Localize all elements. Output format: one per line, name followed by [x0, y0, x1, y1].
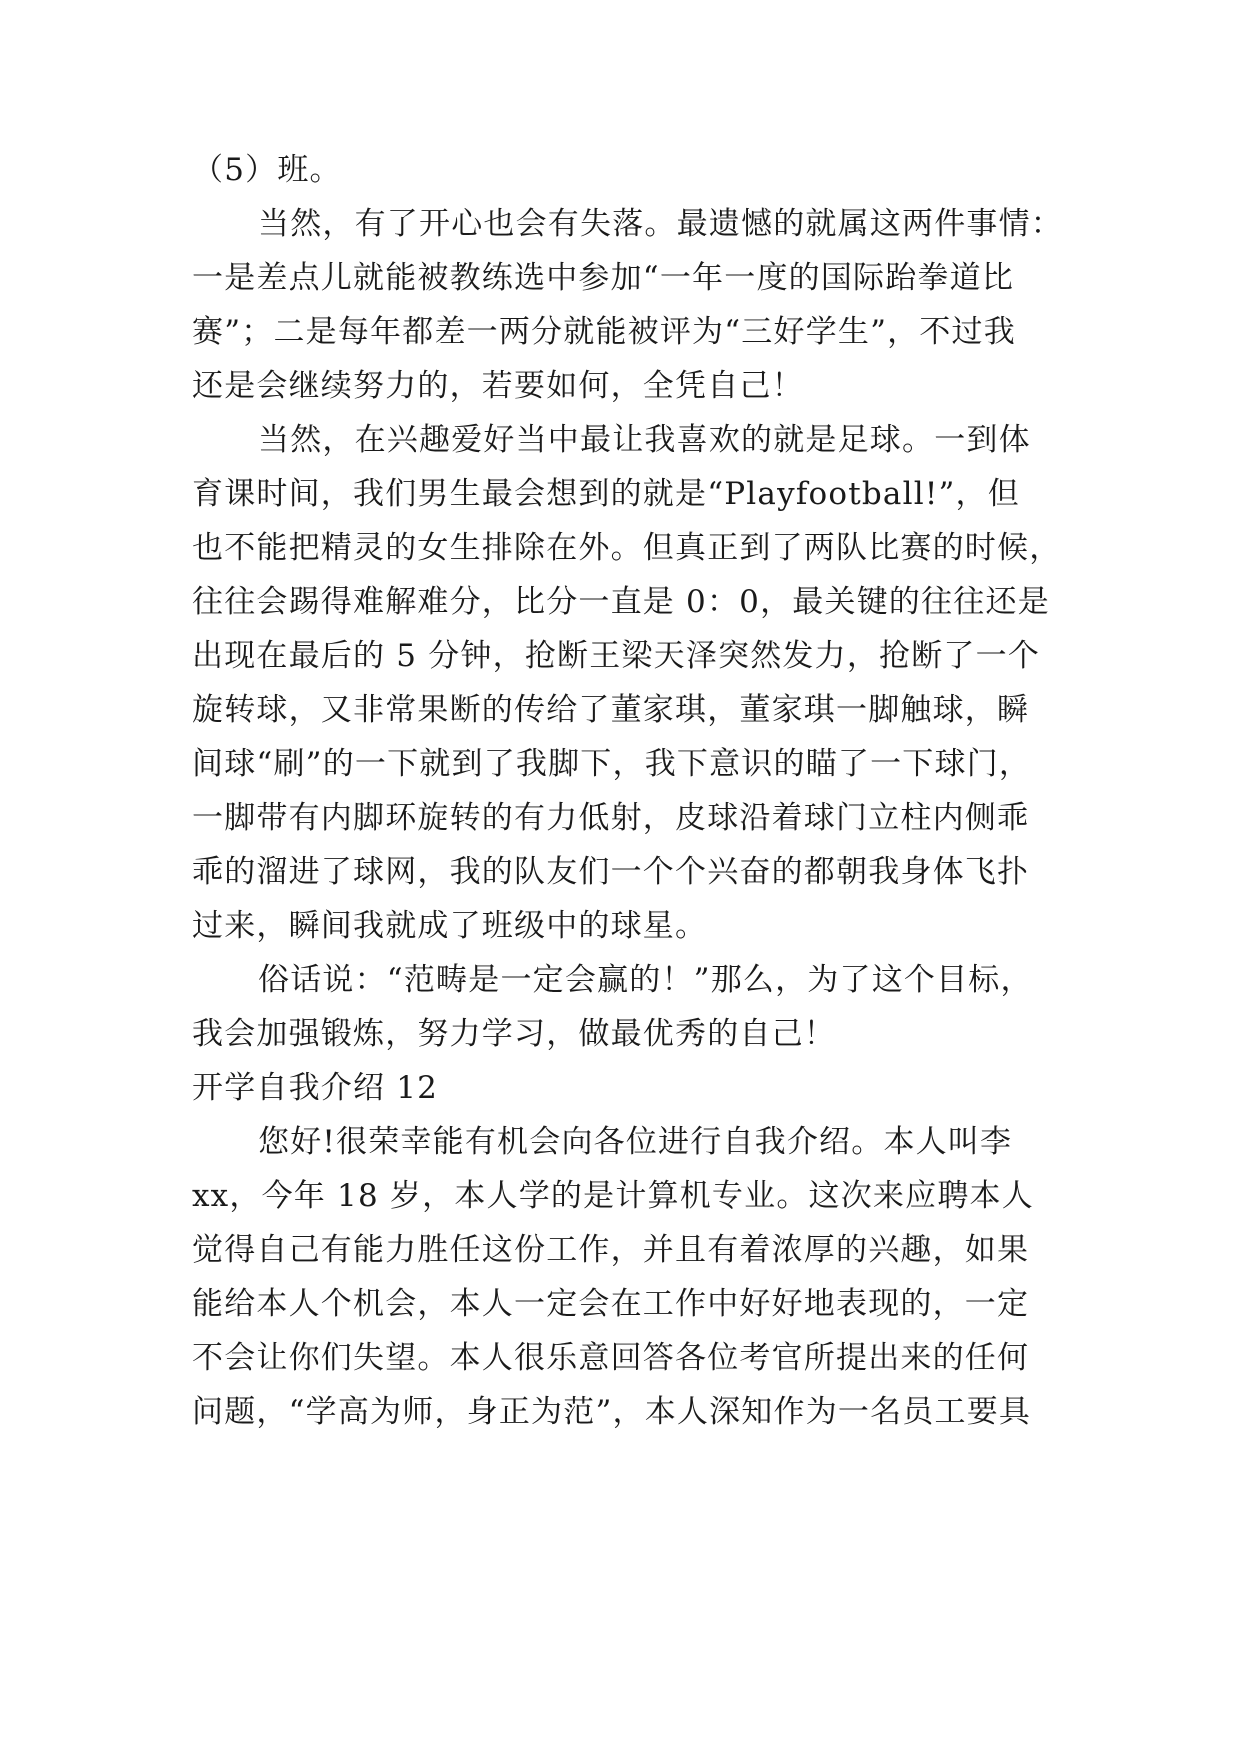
text-line: （5）班。	[192, 152, 342, 188]
paragraph-start: 您好!很荣幸能有机会向各位进行自我介绍。本人叫李	[258, 1124, 1013, 1160]
text-line: 过来，瞬间我就成了班级中的球星。	[192, 908, 708, 944]
text-line: xx，今年 18 岁，本人学的是计算机专业。这次来应聘本人	[192, 1178, 1034, 1214]
text-line: 不会让你们失望。本人很乐意回答各位考官所提出来的任何	[192, 1340, 1030, 1376]
paragraph-start: 当然，在兴趣爱好当中最让我喜欢的就是足球。一到体	[258, 422, 1031, 458]
text-line: 间球“刷”的一下就到了我脚下，我下意识的瞄了一下球门，	[192, 746, 1032, 782]
text-line: 乖的溜进了球网，我的队友们一个个兴奋的都朝我身体飞扑	[192, 854, 1030, 890]
text-line: 旋转球，又非常果断的传给了董家琪，董家琪一脚触球，瞬	[192, 692, 1030, 728]
paragraph-start: 当然，有了开心也会有失落。最遗憾的就属这两件事情：	[258, 206, 1063, 242]
text-line: 一脚带有内脚环旋转的有力低射，皮球沿着球门立柱内侧乖	[192, 800, 1030, 836]
text-line: 往往会踢得难解难分，比分一直是 0：0，最关键的往往还是	[192, 584, 1050, 620]
text-line: 问题，“学高为师，身正为范”，本人深知作为一名员工要具	[192, 1394, 1032, 1430]
text-line: 我会加强锻炼，努力学习，做最优秀的自己！	[192, 1016, 836, 1052]
paragraph-start: 俗话说：“范畴是一定会赢的！”那么，为了这个目标，	[258, 962, 1033, 998]
text-line: 还是会继续努力的，若要如何，全凭自己！	[192, 368, 804, 404]
text-line: 育课时间，我们男生最会想到的就是“Playfootball!”，但	[192, 476, 1020, 512]
text-line: 出现在最后的 5 分钟，抢断王梁天泽突然发力，抢断了一个	[192, 638, 1041, 674]
text-line: 觉得自己有能力胜任这份工作，并且有着浓厚的兴趣，如果	[192, 1232, 1030, 1268]
text-line: 也不能把精灵的女生排除在外。但真正到了两队比赛的时候，	[192, 530, 1062, 566]
section-heading: 开学自我介绍 12	[192, 1070, 439, 1106]
text-line: 一是差点儿就能被教练选中参加“一年一度的国际跆拳道比	[192, 260, 1015, 296]
text-line: 赛”；二是每年都差一两分就能被评为“三好学生”，不过我	[192, 314, 1016, 350]
text-line: 能给本人个机会，本人一定会在工作中好好地表现的，一定	[192, 1286, 1030, 1322]
